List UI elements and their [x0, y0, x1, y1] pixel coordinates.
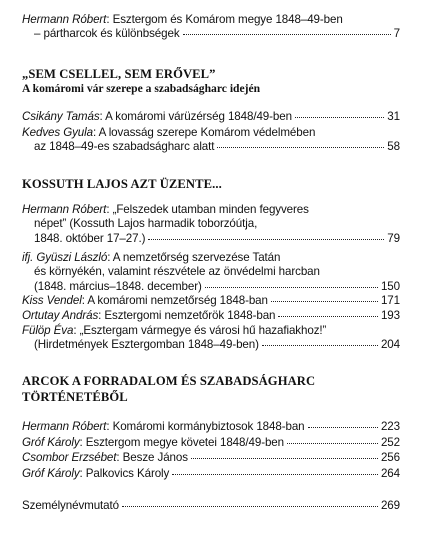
leader-dots: [205, 278, 378, 288]
toc-title: Esztergom és Komárom megye 1848–49-ben: [112, 13, 343, 26]
toc-page-number: 150: [380, 279, 400, 293]
section-heading: [22, 373, 400, 405]
section-heading: KOSSUTH LAJOS AZT ÜZENTE...: [22, 177, 222, 191]
toc-entry-leader-line: Ortutay András: Esztergomi nemzetőrök 1848-ban 193: [22, 309, 400, 322]
toc-entry-leader-line: Gróf Károly: Palkovics Károly 264: [22, 467, 400, 480]
toc-author: Gróf Károly: [22, 467, 80, 480]
toc-author: Csombor Erzsébet: [22, 451, 117, 464]
toc-title: „Esztergam vármegye és városi hű hazafiakhoz!”: [79, 324, 327, 337]
toc-author: Csikány Tamás: [22, 110, 100, 123]
toc-title: Esztergomi nemzetőrök 1848-ban: [104, 309, 276, 322]
toc-author: Gróf Károly: [22, 436, 80, 449]
toc-title-continuation: (Hirdetmények Esztergomban 1848–49-ben): [34, 338, 259, 352]
toc-author: Kiss Vendel: [22, 294, 82, 307]
leader-dots: [217, 138, 384, 148]
toc-entry-first-line: ifj. Gyüszi László: A nemzetőrség szervezése Tatán: [22, 251, 281, 264]
toc-entry-leader-line: Csikány Tamás: A komáromi várüzérség 1848/49-ben 31: [22, 110, 400, 123]
toc-page-number: 58: [387, 140, 400, 154]
toc-page-number: 264: [380, 467, 400, 480]
toc-title: Komáromi kormánybiztosok 1848-ban: [112, 420, 305, 433]
toc-entry-leader-line: [22, 338, 400, 352]
toc-title-continuation: – pártharcok és különbségek: [34, 27, 180, 41]
toc-page-number: 204: [380, 338, 400, 352]
toc-author: Hermann Róbert: [22, 420, 107, 433]
toc-page-number: 171: [380, 294, 400, 307]
toc-author: Fülöp Éva: [22, 324, 74, 337]
leader-dots: [271, 292, 378, 302]
toc-author: ifj. Gyüszi László: [22, 251, 108, 264]
leader-dots: [172, 465, 378, 475]
leader-dots: [262, 336, 378, 346]
toc-title: Személynévmutató: [22, 499, 119, 512]
toc-entry[interactable]: [22, 467, 400, 481]
toc-page-number: 252: [380, 436, 400, 449]
toc-entry-index[interactable]: [22, 499, 400, 513]
toc-author: Hermann Róbert: [22, 203, 107, 216]
toc-entry-first-line: Fülöp Éva: „Esztergam vármegye és városi hű hazafiakhoz!”: [22, 324, 327, 337]
toc-title: Besze János: [122, 451, 188, 464]
toc-title-continuation: (1848. március–1848. december): [34, 279, 202, 293]
toc-title: A lovasság szerepe Komárom védelmében: [98, 126, 316, 139]
toc-page-number: 256: [380, 451, 400, 464]
toc-entry[interactable]: [22, 309, 400, 323]
leader-dots: [278, 307, 378, 317]
toc-entry[interactable]: [22, 126, 400, 155]
leader-dots: [287, 434, 378, 444]
toc-title: Palkovics Károly: [85, 467, 170, 480]
toc-page-number: 31: [387, 110, 400, 123]
toc-page-number: 79: [387, 231, 400, 245]
toc-entry-leader-line: Kiss Vendel: A komáromi nemzetőrség 1848-ban 171: [22, 294, 400, 307]
toc-entry-leader-line: Gróf Károly: Esztergom megye követei 1848/49-ben 252: [22, 436, 400, 449]
leader-dots: [148, 230, 384, 240]
toc-entry-intro[interactable]: [22, 13, 400, 42]
toc-entry-leader-line: Hermann Róbert: Komáromi kormánybiztosok 1848-ban 223: [22, 420, 400, 433]
toc-entry[interactable]: [22, 203, 400, 246]
leader-dots: [308, 418, 378, 428]
leader-dots: [122, 497, 378, 507]
toc-author: Hermann Róbert: [22, 13, 107, 26]
toc-entry-first-line: Hermann Róbert: Esztergom és Komárom megye 1848–49-ben: [22, 13, 343, 26]
toc-entry[interactable]: [22, 110, 400, 124]
section-heading-line: TÖRTÉNETÉBŐL: [22, 390, 128, 404]
toc-page-number: 7: [393, 27, 400, 41]
section-heading: „SEM CSELLEL, SEM ERŐVEL”: [22, 67, 216, 81]
toc-title: A nemzetőrség szervezése Tatán: [112, 251, 281, 264]
toc-entry[interactable]: [22, 251, 400, 294]
leader-dots: [295, 108, 384, 118]
toc-entry-leader-line: [22, 499, 400, 513]
toc-title-continuation: népet” (Kossuth Lajos harmadik toborzóútja,: [34, 217, 258, 231]
toc-page-number: 269: [380, 499, 400, 512]
toc-entry[interactable]: [22, 324, 400, 353]
section-subheading: A komáromi vár szerepe a szabadságharc idején: [22, 82, 261, 95]
toc-entry-first-line: Kedves Gyula: A lovasság szerepe Komárom védelmében: [22, 126, 316, 139]
toc-author: Kedves Gyula: [22, 126, 93, 139]
toc-entry-first-line: Hermann Róbert: „Felszedek utamban minden fegyveres: [22, 203, 309, 216]
toc-page-number: 223: [380, 420, 400, 433]
toc-entry[interactable]: [22, 451, 400, 465]
leader-dots: [191, 449, 378, 459]
toc-title-continuation: az 1848–49-es szabadságharc alatt: [34, 140, 215, 154]
toc-entry-leader-line: [22, 27, 400, 41]
toc-entry-leader-line: [22, 232, 400, 246]
toc-title: „Felszedek utamban minden fegyveres: [112, 203, 309, 216]
toc-title-continuation: és környékén, valamint részvétele az önvédelmi harcban: [34, 265, 320, 279]
section-heading-line: ARCOK A FORRADALOM ÉS SZABADSÁGHARC: [22, 374, 316, 388]
toc-entry-leader-line: Csombor Erzsébet: Besze János 256: [22, 451, 400, 464]
toc-title: A komáromi nemzetőrség 1848-ban: [87, 294, 268, 307]
toc-author: Ortutay András: [22, 309, 99, 322]
toc-title: Esztergom megye követei 1848/49-ben: [85, 436, 285, 449]
leader-dots: [183, 25, 391, 35]
toc-title: A komáromi várüzérség 1848/49-ben: [105, 110, 292, 123]
toc-entry-leader-line: [22, 140, 400, 154]
toc-entry[interactable]: [22, 420, 400, 434]
toc-title-continuation: 1848. október 17–27.): [34, 231, 146, 245]
toc-page-number: 193: [380, 309, 400, 322]
